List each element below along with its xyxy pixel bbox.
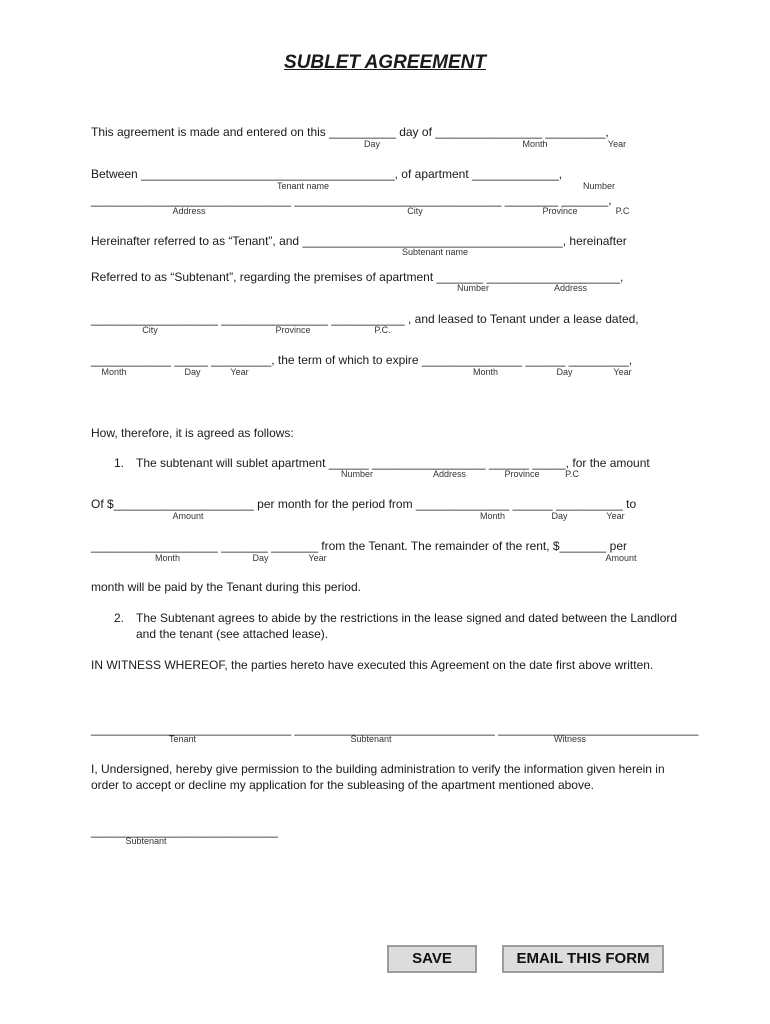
year-caption: Year [613, 367, 632, 377]
address-caption: Address [432, 469, 467, 479]
subtenant-name-caption: Subtenant name [401, 247, 469, 257]
remainder-line: ___________________ _______ _______ from the Tenant. The remainder of the rent, $_______ per [91, 539, 627, 553]
day-caption: Day [363, 139, 380, 149]
sublet-clause: The subtenant will sublet apartment ______ _________________ ______ _____, for the amount [136, 456, 650, 470]
between-line: Between ______________________________________, of apartment _____________, [91, 167, 563, 181]
city-caption: City [142, 325, 158, 335]
lease-line: ___________________ ________________ ___________ , and leased to Tenant under a lease dated, [91, 312, 639, 326]
number-caption: Number [340, 469, 373, 479]
amount-caption: Amount [172, 511, 204, 521]
year-caption: Year [308, 553, 327, 563]
month-caption: Month [522, 139, 548, 149]
month-caption: Month [101, 367, 127, 377]
pc-caption: P.C. [374, 325, 391, 335]
month-caption: Month [472, 367, 498, 377]
document-title: SUBLET AGREEMENT [284, 52, 486, 73]
restrictions-clause: The Subtenant agrees to abide by the restrictions in the lease signed and dated between the Landlord and the tenant (see attached lease). [136, 611, 678, 641]
month-caption: Month [479, 511, 505, 521]
tenant-ref-line: Hereinafter referred to as “Tenant”, and _______________________________________, hereinafter [91, 234, 627, 248]
amount-caption: Amount [605, 553, 637, 563]
premises-line: Referred to as “Subtenant”, regarding the premises of apartment _______ ____________________, [91, 270, 624, 284]
province-caption: Province [275, 325, 311, 335]
day-caption: Day [252, 553, 269, 563]
item-number: 2. [114, 611, 125, 625]
amount-line: Of $_____________________ per month for the period from ______________ ______ __________ to [91, 497, 637, 511]
city-caption: City [407, 206, 423, 216]
year-caption: Year [607, 139, 627, 149]
address-caption: Address [553, 283, 588, 293]
term-line: ____________ _____ _________, the term of which to expire _______________ ______ _________, [91, 353, 633, 367]
email-form-button[interactable]: EMAIL THIS FORM [502, 945, 664, 973]
pc-caption: P.C [615, 206, 630, 216]
tenant-name-caption: Tenant name [276, 181, 330, 191]
month-caption: Month [154, 553, 180, 563]
save-button[interactable]: SAVE [387, 945, 477, 973]
item-number: 1. [114, 456, 125, 470]
pc-caption: P.C [565, 469, 579, 479]
period-line: month will be paid by the Tenant during this period. [91, 580, 361, 594]
number-caption: Number [456, 283, 489, 293]
day-caption: Day [551, 511, 568, 521]
province-caption: Province [504, 469, 540, 479]
signature-lines: ______________________________ ______________________________ ______________________________ [91, 722, 699, 736]
address-line: ______________________________ _______________________________ ________ _______, [91, 193, 612, 207]
province-caption: Province [542, 206, 578, 216]
day-caption: Day [184, 367, 201, 377]
subtenant-signature-caption: Subtenant [350, 734, 392, 744]
number-caption: Number [582, 181, 615, 191]
witness-signature-caption: Witness [553, 734, 586, 744]
intro-line: This agreement is made and entered on this __________ day of ________________ _________, [91, 125, 609, 139]
witness-paragraph: IN WITNESS WHEREOF, the parties hereto have executed this Agreement on the date first above written. [91, 658, 654, 672]
year-caption: Year [606, 511, 625, 521]
agreed-heading: How, therefore, it is agreed as follows: [91, 426, 294, 440]
address-caption: Address [172, 206, 206, 216]
year-caption: Year [230, 367, 249, 377]
day-caption: Day [556, 367, 573, 377]
subtenant-signature-line: ____________________________ [91, 824, 278, 838]
permission-paragraph: I, Undersigned, hereby give permission to the building administration to verify the information given herein in order to accept or decline my application for the subleasing of the apartment mentioned above. [91, 762, 665, 792]
subtenant-signature-caption: Subtenant [125, 836, 167, 846]
tenant-signature-caption: Tenant [168, 734, 197, 744]
